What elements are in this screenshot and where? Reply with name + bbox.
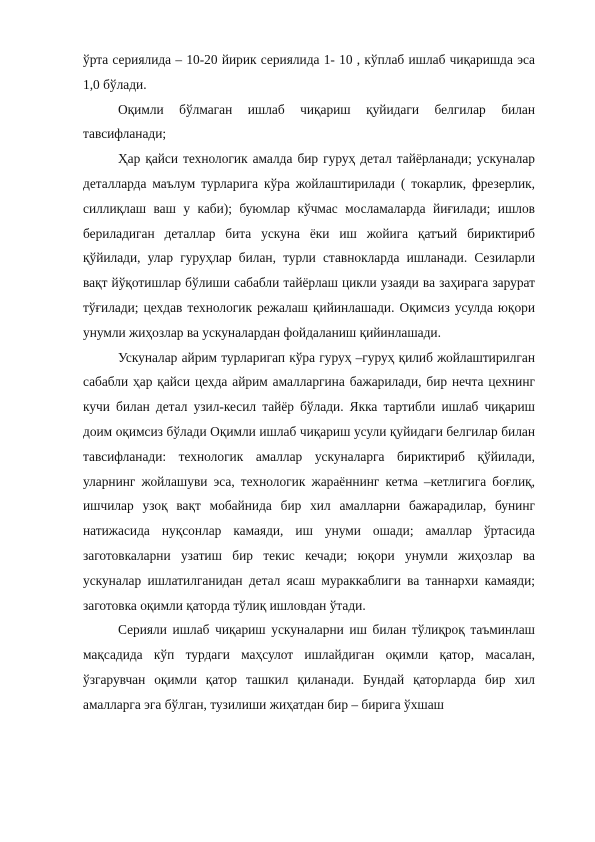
paragraph-5: Серияли ишлаб чиқариш ускуналарни иш билан тўлиқроқ таъминлаш мақсадида кўп турдаги маҳсулот ишлайдиган оқимли қатор, масалан, ўзгарувчан оқимли қатор ташкил қиланади. Бундай қаторларда бир хил амалларга эга бўлган, тузилиши жиҳатдан бир – бирига ўхшаш [83, 622, 535, 712]
paragraph-4: Ускуналар айрим турларигап кўра гуруҳ –гуруҳ қилиб жойлаштирилган сабабли ҳар қайси цехда айрим амалларгина бажарилади, бир нечта цехнинг кучи билан детал узил-кесил тайёр бўлади. Якка тартибли ишлаб чиқариш доим оқимсиз бўлади Оқимли ишлаб чиқариш усули қуйидаги белгилар билан тавсифланади: технологик амаллар ускуналарга бириктириб қўйилади, уларнинг жойлашуви эса, технологик жараённинг кетма –кетлигига боғлиқ, ишчилар узоқ вақт мобайнида бир хил амалларни бажарадилар, бунинг натижасида нуқсонлар камаяди, иш унуми ошади; амаллар ўртасида заготовкаларни узатиш бир текис кечади; юқори унумли жиҳозлар ва ускуналар ишлатилганидан детал ясаш мураккаблиги ва таннархи камаяди; заготовка оқимли қаторда тўлиқ ишловдан ўтади. [83, 349, 535, 613]
paragraph-2: Оқимли бўлмаган ишлаб чиқариш қуйидаги белгилар билан тавсифланади; [83, 101, 535, 142]
paragraph-3: Ҳар қайси технологик амалда бир гуруҳ детал тайёрланади; ускуналар деталларда маълум турларига кўра жойлаштирилади ( токарлик, фрезерлик, силлиқлаш ваш у каби); буюмлар кўчмас мосламаларда йиғилади; ишлов бериладиган деталлар бита ускуна ёки иш жойига қатъий бириктириб қўйилади, улар гуруҳлар билан, турли ставнокларда ишланади. Сезиларли вақт йўқотишлар бўлиши сабабли тайёрлаш цикли узаяди ва заҳирага зарурат тўғилади; цехдав технологик режалаш қийинлашади. Оқимсиз усулда юқори унумли жиҳозлар ва ускуналардан фойдаланиш қийинлашади. [83, 151, 535, 340]
paragraph-1: ўрта сериялида – 10-20 йирик сериялида 1- 10 , кўплаб ишлаб чиқаришда эса 1,0 бўлади. [83, 52, 535, 92]
document-page [83, 48, 535, 718]
